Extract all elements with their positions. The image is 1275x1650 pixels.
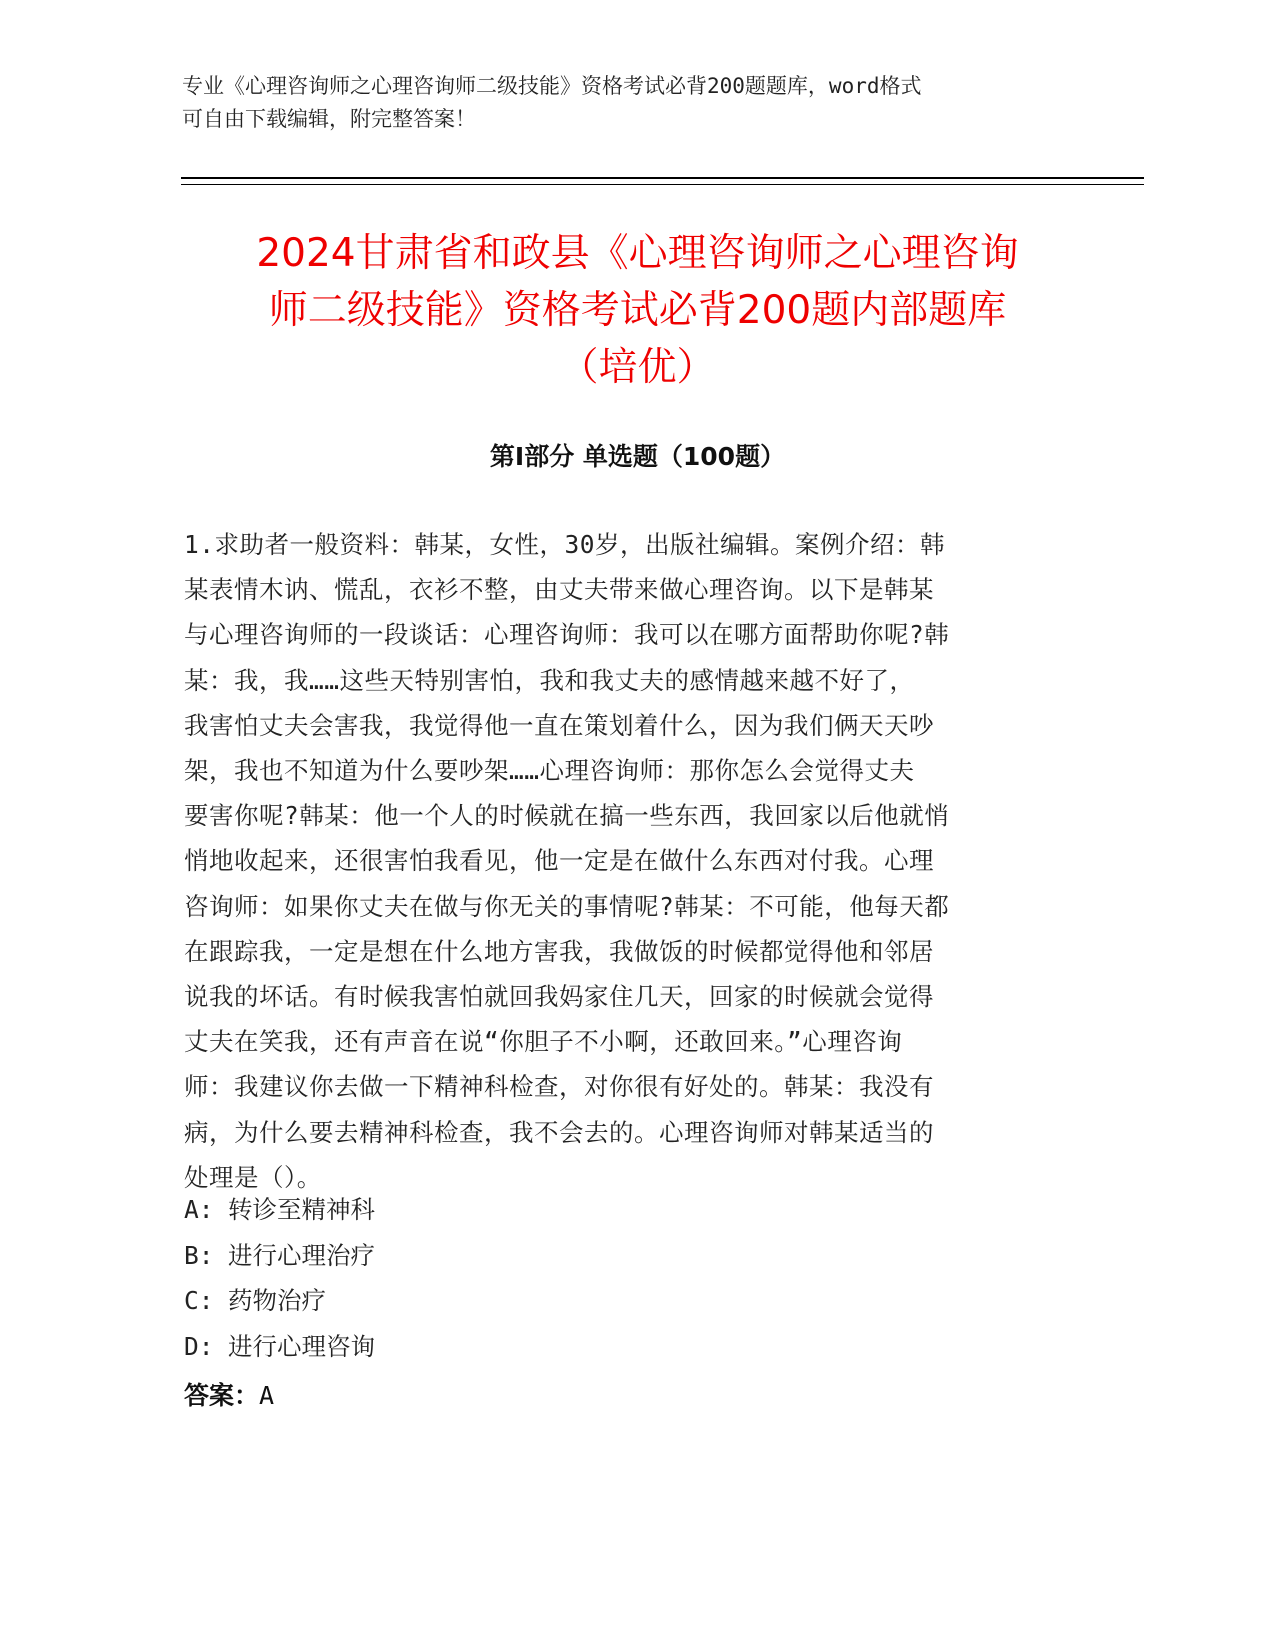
answer-options xyxy=(184,1187,375,1369)
document-title-line-1: 2024甘肃省和政县《心理咨询师之心理咨询 xyxy=(256,231,1019,276)
question-line: 某表情木讷、慌乱，衣衫不整，由丈夫带来做心理咨询。以下是韩某 xyxy=(184,575,934,605)
question-line: 丈夫在笑我，还有声音在说“你胆子不小啊，还敢回来。”心理咨询 xyxy=(184,1027,903,1057)
header-note-line-2: 可自由下载编辑，附完整答案！ xyxy=(182,107,476,131)
option-d-key: D: xyxy=(184,1331,214,1361)
question-line: 师：我建议你去做一下精神科检查，对你很有好处的。韩某：我没有 xyxy=(184,1072,934,1102)
question-line: 1.求助者一般资料：韩某，女性，30岁，出版社编辑。案例介绍：韩 xyxy=(184,530,945,559)
option-b xyxy=(184,1233,375,1279)
answer-label: 答案： xyxy=(184,1381,260,1410)
option-d-text: 进行心理咨询 xyxy=(228,1331,375,1361)
question-line: 病，为什么要去精神科检查，我不会去的。心理咨询师对韩某适当的 xyxy=(184,1117,934,1147)
document-title-line-2: 师二级技能》资格考试必背200题内部题库 xyxy=(268,288,1007,333)
document-title xyxy=(150,225,1125,396)
question-line: 处理是（）。 xyxy=(184,1162,322,1192)
question-line: 架，我也不知道为什么要吵架……心理咨询师：那你怎么会觉得丈夫 xyxy=(184,756,915,786)
question-line: 要害你呢?韩某：他一个人的时候就在搞一些东西，我回家以后他就悄 xyxy=(184,801,950,831)
answer-line xyxy=(184,1379,274,1413)
question-1-stem xyxy=(184,522,1069,1200)
question-line: 说我的坏话。有时候我害怕就回我妈家住几天，回家的时候就会觉得 xyxy=(184,982,934,1012)
question-line: 悄地收起来，还很害怕我看见，他一定是在做什么东西对付我。心理 xyxy=(184,846,934,876)
header-divider-thick xyxy=(181,177,1144,179)
header-note xyxy=(182,70,1062,136)
option-c-key: C: xyxy=(184,1286,214,1315)
option-a-text: 转诊至精神科 xyxy=(228,1195,375,1224)
option-b-key: B: xyxy=(184,1240,214,1270)
question-line: 某：我，我……这些天特别害怕，我和我丈夫的感情越来越不好了， xyxy=(184,665,915,695)
option-c-text: 药物治疗 xyxy=(228,1286,326,1315)
answer-value: A xyxy=(259,1381,275,1410)
document-title-line-3: （培优） xyxy=(559,345,716,390)
option-c xyxy=(184,1278,375,1324)
option-a-key: A: xyxy=(184,1195,214,1224)
option-a xyxy=(184,1187,375,1233)
question-line: 我害怕丈夫会害我，我觉得他一直在策划着什么，因为我们俩天天吵 xyxy=(184,710,934,740)
option-d xyxy=(184,1324,375,1370)
question-line: 在跟踪我，一定是想在什么地方害我，我做饭的时候都觉得他和邻居 xyxy=(184,936,934,966)
header-note-line-1: 专业《心理咨询师之心理咨询师二级技能》资格考试必背200题题库，word格式 xyxy=(182,74,922,98)
question-line: 与心理咨询师的一段谈话：心理咨询师：我可以在哪方面帮助你呢?韩 xyxy=(184,620,950,650)
question-line: 咨询师：如果你丈夫在做与你无关的事情呢?韩某：不可能，他每天都 xyxy=(184,891,950,921)
header-divider-thin xyxy=(181,184,1144,185)
section-heading: 第Ⅰ部分 单选题（100题） xyxy=(489,442,786,471)
option-b-text: 进行心理治疗 xyxy=(228,1240,375,1270)
